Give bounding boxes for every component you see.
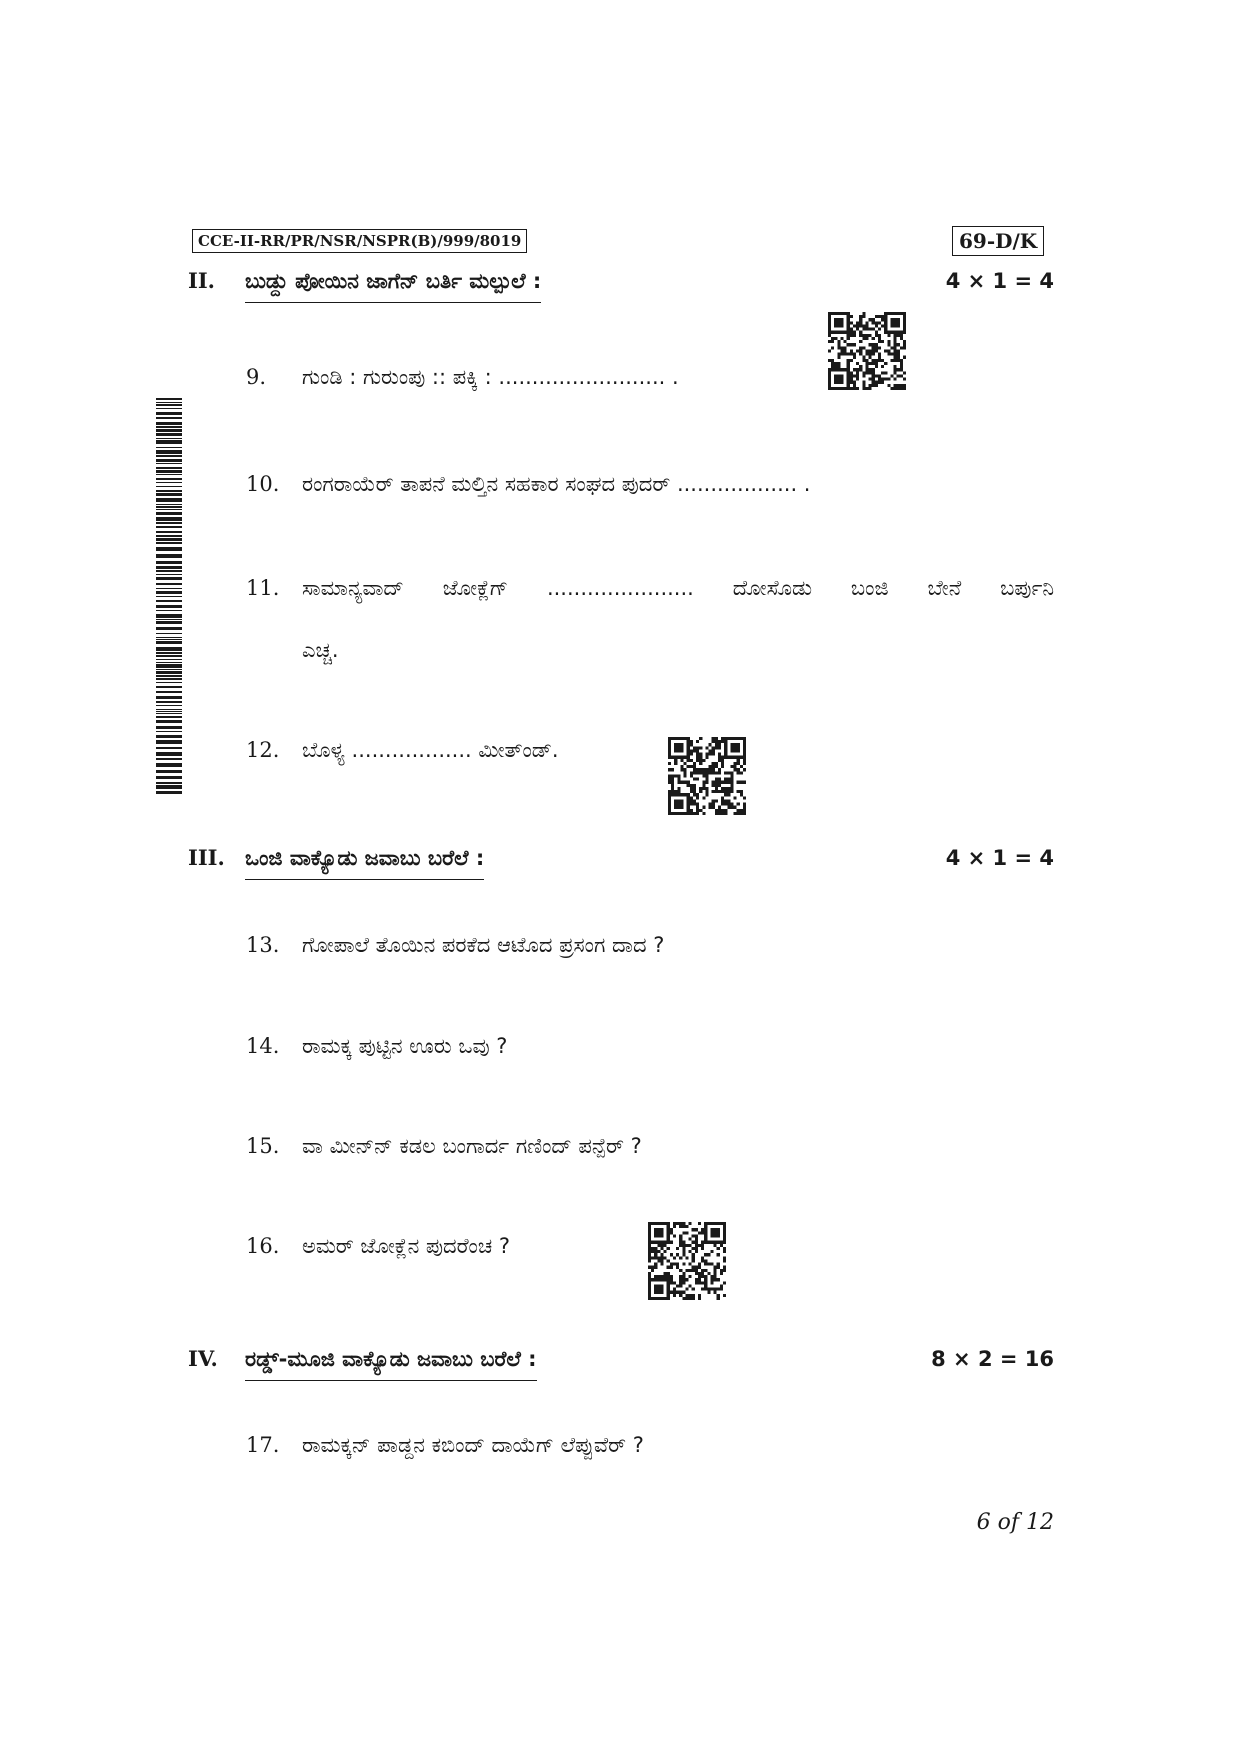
- page-number: 6 of 12: [976, 1510, 1054, 1535]
- question-number: 15.: [246, 1134, 280, 1158]
- question-number: 12.: [246, 738, 280, 762]
- qr-code: [828, 312, 906, 390]
- question-number: 16.: [246, 1234, 280, 1258]
- qr-code: [668, 737, 746, 815]
- section-marks: 4 × 1 = 4: [945, 269, 1054, 293]
- section-title: ರಡ್ಡ್-ಮೂಜಿ ವಾಕ್ಯೊಡು ಜವಾಬು ಬರೆಲೆ :: [245, 1344, 537, 1381]
- question-text: ಸಾಮಾನ್ಯವಾದ್ ಜೋಕ್ಲೆಗ್ ...................... ದೋಸೊಡು ಬಂಜಿ ಬೇನೆ ಬರ್ಪುನಿ: [302, 576, 1054, 600]
- question-text: ರಾಮಕ್ಕನ್ ಪಾಡ್ದನ ಕಬಿಂದ್ ದಾಯೆಗ್ ಲೆಪ್ಪುವೆರ್ ?: [302, 1433, 644, 1457]
- section-numeral: III.: [188, 845, 225, 870]
- paper-code-box: 69-D/K: [952, 226, 1044, 256]
- question-text-continued: ಎಚ್ಚ.: [302, 638, 339, 662]
- section-marks: 8 × 2 = 16: [931, 1347, 1054, 1371]
- question-number: 10.: [246, 472, 280, 496]
- section-numeral: II.: [188, 268, 215, 293]
- question-text: ಅಮರ್ ಜೋಕ್ಲೆನ ಪುದರೆಂಚ ?: [302, 1234, 511, 1258]
- question-text: ಗೋಪಾಲೆ ತೊಯಿನ ಪರಕೆದ ಆಟೊದ ಪ್ರಸಂಗ ದಾದ ?: [302, 933, 665, 957]
- question-number: 14.: [246, 1034, 280, 1058]
- question-number: 9.: [246, 365, 267, 389]
- question-text: ಗುಂಡಿ : ಗುರುಂಪು :: ಪಕ್ಕಿ : ......................... .: [302, 365, 679, 389]
- question-text: ರಾಮಕ್ಕ ಪುಟ್ಟಿನ ಊರು ಒವು ?: [302, 1034, 508, 1058]
- question-number: 17.: [246, 1433, 280, 1457]
- question-number: 11.: [246, 576, 280, 600]
- section-title: ಬುಡ್ದು ಪೋಯಿನ ಜಾಗೆನ್ ಬರ್ತಿ ಮಲ್ಪುಲೆ :: [245, 266, 541, 303]
- section-title: ಒಂಜಿ ವಾಕ್ಯೊಡು ಜವಾಬು ಬರೆಲೆ :: [245, 843, 484, 880]
- section-numeral: IV.: [188, 1346, 218, 1371]
- question-text: ರಂಗರಾಯೆರ್ ತಾಪನೆ ಮಲ್ತಿನ ಸಹಕಾರ ಸಂಘದ ಪುದರ್ .................. .: [302, 472, 811, 496]
- question-text: ಬೊಳ್ಯ .................. ಮೀತ್ಂಡ್.: [302, 738, 559, 762]
- barcode: [156, 398, 182, 794]
- exam-code-box: CCE-II-RR/PR/NSR/NSPR(B)/999/8019: [192, 229, 527, 253]
- section-marks: 4 × 1 = 4: [945, 846, 1054, 870]
- qr-code: [648, 1222, 726, 1300]
- question-text: ವಾ ಮೀನ್‌ನ್ ಕಡಲ ಬಂಗಾರ್ದ ಗಣಿಂದ್ ಪನ್ಪೆರ್ ?: [302, 1134, 642, 1158]
- question-number: 13.: [246, 933, 280, 957]
